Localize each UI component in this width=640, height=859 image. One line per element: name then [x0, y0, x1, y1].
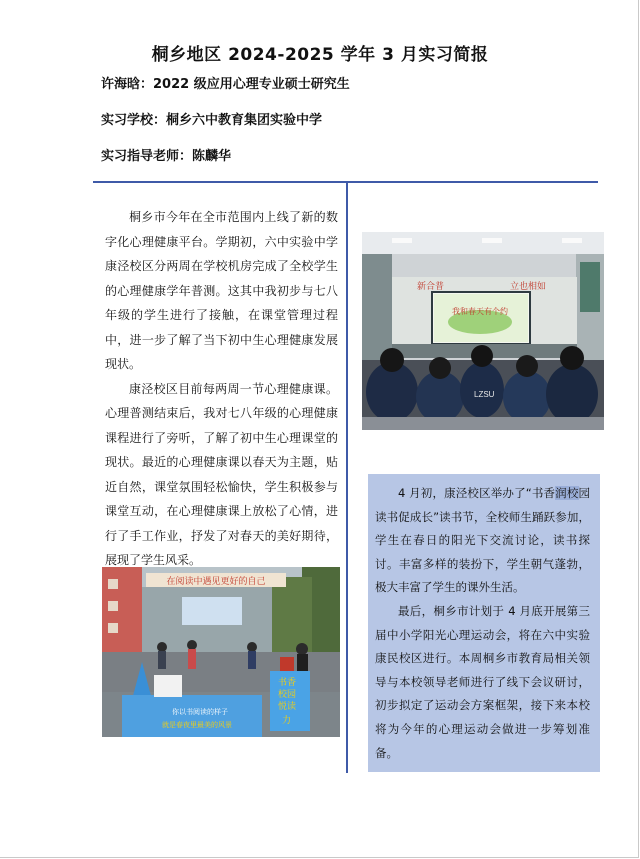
- board-side-3: 悦读: [278, 701, 297, 711]
- screen-text: 我和春天有个约: [452, 307, 508, 316]
- festival-photo: [102, 567, 340, 737]
- classroom-photo: [362, 232, 604, 430]
- mentor-line: 实习指导老师：陈麟华: [101, 149, 232, 164]
- school-line: 实习学校：桐乡六中教育集团实验中学: [101, 113, 323, 128]
- board-side-2: 校园: [278, 689, 297, 699]
- banner-left-text: 新合普: [417, 281, 445, 291]
- board-side-1: 书香: [278, 677, 297, 687]
- board-side-4: 力: [282, 715, 292, 725]
- right-paragraph-2: 最后，桐乡市计划于 4 月底开展第三届中小学阳光心理运动会，将在六中实验康民校区进行。本周桐乡市教育局相关领导与本校领导老师进行了线下会议研讨，初步拟定了运动会方案框架，接下来本校将为今年的心理运动会做进一步筹划准备。: [375, 603, 590, 760]
- p1-after: 园 读书促成长”读书节，全校师生踊跃参加，学生在春日的阳光下交流讨论，读书探讨。丰富多样的装扮下，学生朝气蓬勃，极大丰富了学生的课外生活。: [375, 486, 590, 595]
- highlighted-text: 润校: [555, 486, 579, 500]
- banner-right-text: 立也相如: [510, 281, 547, 291]
- board-slogan-2: 就是春夜里最美的风景: [162, 722, 232, 729]
- p1-before: 4 月初，康泾校区举办了“书香: [398, 486, 556, 500]
- festival-banner-text: 在阅读中遇见更好的自己: [166, 576, 266, 586]
- reading-festival-box: [368, 474, 600, 772]
- shirt-text: LZSU: [474, 390, 495, 399]
- page-title: 桐乡地区 2024-2025 学年 3 月实习简报: [151, 45, 489, 65]
- board-slogan-1: 你以书阅读的样子: [172, 709, 228, 716]
- left-column: [105, 205, 338, 573]
- left-paragraph-2: 康泾校区目前每两周一节心理健康课。心理普测结束后，我对七八年级的心理健康课程进行了旁听，了解了初中生心理课堂的现状。最近的心理健康课以春天为主题，贴近自然，课堂氛围轻松愉快，学生积极参与课堂互动，在心理健康课上放松了心情，进行了手工作业，抒发了对春天的美好期待，展现了学生风采。: [105, 381, 338, 567]
- author-line: 许海晗：2022 级应用心理专业硕士研究生: [101, 77, 350, 92]
- right-paragraph-1: [375, 482, 590, 600]
- left-paragraph-1: 桐乡市今年在全市范围内上线了新的数字化心理健康平台。学期初，六中实验中学康泾校区分两周在学校机房完成了全校学生的心理健康学年普测。这其中我初步与七八年级的学生进行了接触，在课堂管理过程中，进一步了解了当下初中生心理健康发展现状。: [105, 210, 338, 371]
- vertical-divider: [346, 181, 348, 773]
